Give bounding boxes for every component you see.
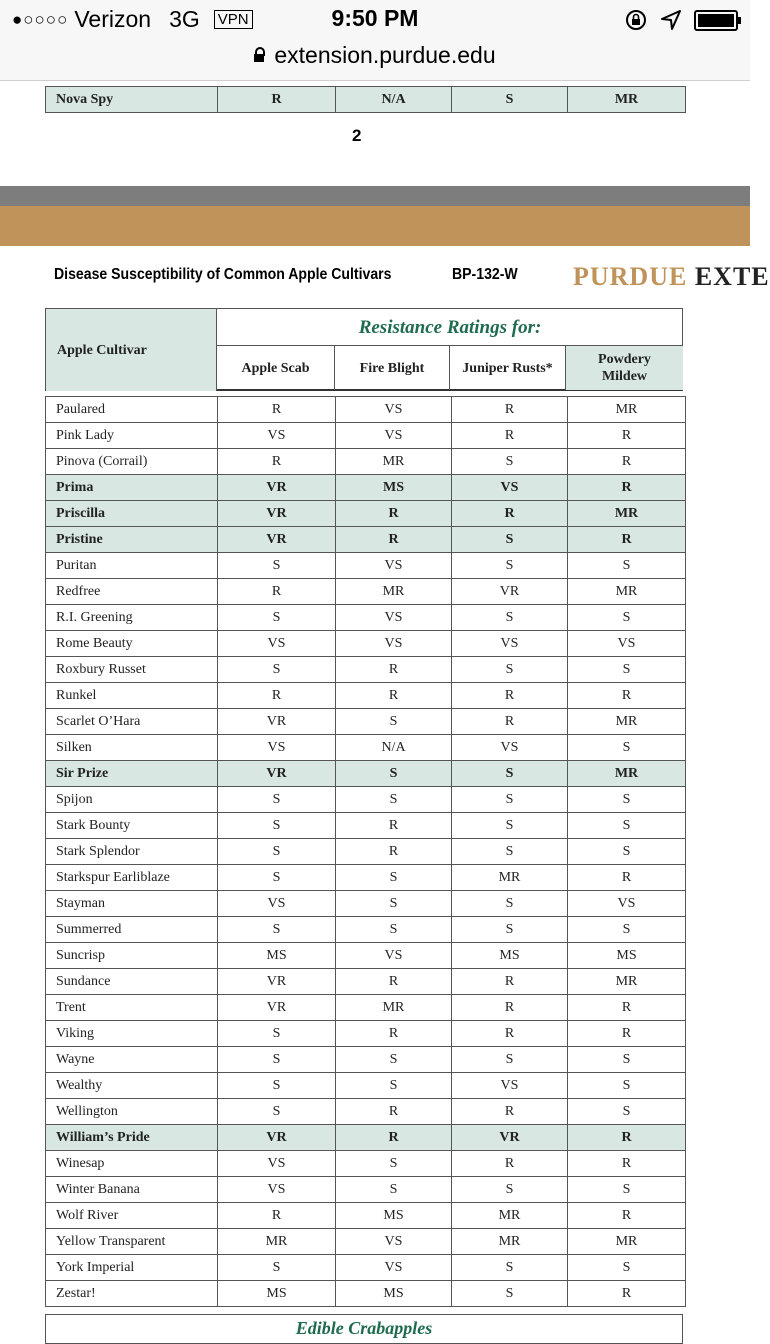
rating-cell: VS: [568, 631, 686, 657]
cultivar-cell: Stayman: [46, 891, 218, 917]
table-row: [46, 423, 686, 449]
rating-cell: S: [336, 709, 452, 735]
table-row: [46, 1151, 686, 1177]
rating-cell: S: [568, 1099, 686, 1125]
rating-cell: S: [452, 605, 568, 631]
rating-cell: R: [336, 683, 452, 709]
rating-cell: R: [452, 995, 568, 1021]
rating-cell: S: [568, 917, 686, 943]
page-number: 2: [352, 126, 362, 145]
header-apple-scab: Apple Scab: [217, 346, 335, 390]
rating-cell: S: [568, 1255, 686, 1281]
rating-cell: R: [568, 449, 686, 475]
header-powdery-mildew: Powdery Mildew: [566, 346, 683, 390]
rating-cell: S: [452, 1281, 568, 1307]
clock: 9:50 PM: [331, 5, 419, 31]
rating-cell: S: [568, 605, 686, 631]
rating-cell: R: [568, 475, 686, 501]
rating-cell: S: [218, 1099, 336, 1125]
rating-cell: R: [568, 1281, 686, 1307]
cultivar-cell: Spijon: [46, 787, 218, 813]
rating-cell: R: [568, 423, 686, 449]
rating-cell: R: [336, 1099, 452, 1125]
rating-cell: VS: [218, 891, 336, 917]
rating-cell: N/A: [336, 735, 452, 761]
cultivar-cell: Pristine: [46, 527, 218, 553]
document-title: Disease Susceptibility of Common Apple Cultivars: [54, 266, 392, 283]
rating-cell: S: [568, 553, 686, 579]
rating-cell: MR: [336, 995, 452, 1021]
table-row: [46, 605, 686, 631]
table-header: [45, 308, 683, 391]
rating-cell: VR: [452, 579, 568, 605]
rating-cell: R: [452, 501, 568, 527]
table-row: [46, 397, 686, 423]
location-arrow-icon: [660, 9, 682, 31]
table-row: [46, 579, 686, 605]
cultivar-cell: Wellington: [46, 1099, 218, 1125]
cultivar-cell: Starkspur Earliblaze: [46, 865, 218, 891]
table-row: [46, 527, 686, 553]
table-row: [46, 1177, 686, 1203]
carrier-name: Verizon: [74, 6, 152, 32]
rating-cell: MS: [218, 1281, 336, 1307]
lock-icon: [254, 54, 264, 62]
rating-cell: R: [568, 1125, 686, 1151]
rating-cell: R: [452, 1151, 568, 1177]
table-row: [46, 501, 686, 527]
cultivar-cell: Puritan: [46, 553, 218, 579]
rating-cell: R: [336, 657, 452, 683]
rating-cell: VS: [336, 423, 452, 449]
rating-cell: R: [218, 87, 336, 113]
rating-cell: VR: [218, 709, 336, 735]
cultivar-cell: Winesap: [46, 1151, 218, 1177]
rating-cell: R: [568, 527, 686, 553]
header-band: [0, 206, 750, 246]
rating-cell: S: [336, 1151, 452, 1177]
table-row: [46, 1281, 686, 1307]
cultivar-cell: Viking: [46, 1021, 218, 1047]
cultivar-cell: Wolf River: [46, 1203, 218, 1229]
rating-cell: VR: [218, 475, 336, 501]
rating-cell: S: [568, 813, 686, 839]
rating-cell: MR: [568, 709, 686, 735]
table-row: [46, 735, 686, 761]
rating-cell: R: [336, 1125, 452, 1151]
rating-cell: S: [452, 839, 568, 865]
rating-cell: VS: [336, 397, 452, 423]
rating-cell: VS: [218, 631, 336, 657]
cultivar-cell: Yellow Transparent: [46, 1229, 218, 1255]
cultivar-cell: Stark Bounty: [46, 813, 218, 839]
header-apple-cultivar: Apple Cultivar: [46, 309, 217, 391]
rating-cell: S: [568, 1047, 686, 1073]
rating-cell: R: [336, 527, 452, 553]
rating-cell: VS: [336, 605, 452, 631]
table-row: [46, 813, 686, 839]
rating-cell: S: [452, 87, 568, 113]
rating-cell: R: [218, 683, 336, 709]
cultivar-cell: Summerred: [46, 917, 218, 943]
rating-cell: S: [452, 527, 568, 553]
rating-cell: R: [218, 397, 336, 423]
rating-cell: S: [568, 1073, 686, 1099]
rating-cell: S: [568, 657, 686, 683]
rating-cell: S: [218, 1073, 336, 1099]
rating-cell: VS: [452, 735, 568, 761]
cultivar-cell: Winter Banana: [46, 1177, 218, 1203]
rating-cell: R: [336, 839, 452, 865]
cultivar-table: [45, 396, 686, 1307]
rating-cell: S: [452, 891, 568, 917]
cultivar-cell: Wayne: [46, 1047, 218, 1073]
rating-cell: VS: [336, 943, 452, 969]
cultivar-cell: Wealthy: [46, 1073, 218, 1099]
rating-cell: S: [568, 787, 686, 813]
battery-icon: [694, 10, 738, 31]
rating-cell: S: [568, 1177, 686, 1203]
rating-cell: S: [452, 1177, 568, 1203]
rating-cell: S: [336, 1047, 452, 1073]
rating-cell: S: [452, 449, 568, 475]
rating-cell: R: [336, 501, 452, 527]
cultivar-cell: Rome Beauty: [46, 631, 218, 657]
rating-cell: S: [336, 891, 452, 917]
cultivar-cell: Paulared: [46, 397, 218, 423]
rating-cell: VR: [218, 527, 336, 553]
table-row: [46, 1203, 686, 1229]
cultivar-cell: Scarlet O’Hara: [46, 709, 218, 735]
url-text: extension.purdue.edu: [274, 42, 496, 68]
rating-cell: MR: [568, 397, 686, 423]
table-row: [46, 631, 686, 657]
rating-cell: MS: [336, 1281, 452, 1307]
table-row: [46, 761, 686, 787]
cultivar-cell: Redfree: [46, 579, 218, 605]
rating-cell: VR: [218, 761, 336, 787]
table-row: [46, 449, 686, 475]
rating-cell: S: [336, 1073, 452, 1099]
rating-cell: S: [218, 787, 336, 813]
rating-cell: VS: [218, 1151, 336, 1177]
cultivar-cell: Pinova (Corrail): [46, 449, 218, 475]
rating-cell: MR: [336, 449, 452, 475]
cultivar-cell: Sir Prize: [46, 761, 218, 787]
rating-cell: S: [336, 787, 452, 813]
table-row: [46, 709, 686, 735]
rating-cell: MR: [568, 579, 686, 605]
rating-cell: MS: [336, 475, 452, 501]
cultivar-cell: Zestar!: [46, 1281, 218, 1307]
cultivar-cell: William’s Pride: [46, 1125, 218, 1151]
table-row: [46, 943, 686, 969]
rating-cell: S: [452, 553, 568, 579]
rating-cell: VS: [452, 631, 568, 657]
address-bar[interactable]: [0, 40, 750, 81]
rating-cell: MR: [568, 1229, 686, 1255]
rating-cell: MS: [218, 943, 336, 969]
rating-cell: S: [452, 657, 568, 683]
rating-cell: MR: [452, 1229, 568, 1255]
rating-cell: S: [452, 813, 568, 839]
rating-cell: VR: [218, 501, 336, 527]
table-row: [46, 891, 686, 917]
rating-cell: VS: [336, 1229, 452, 1255]
rating-cell: R: [218, 1203, 336, 1229]
table-row: [46, 553, 686, 579]
rating-cell: S: [218, 839, 336, 865]
cultivar-cell: Stark Splendor: [46, 839, 218, 865]
table-row: [46, 1047, 686, 1073]
rating-cell: S: [452, 1255, 568, 1281]
cultivar-cell: Runkel: [46, 683, 218, 709]
rating-cell: VS: [218, 1177, 336, 1203]
rating-cell: S: [336, 1177, 452, 1203]
rating-cell: S: [336, 917, 452, 943]
status-bar: [0, 0, 750, 40]
rating-cell: R: [336, 969, 452, 995]
rating-cell: MS: [452, 943, 568, 969]
rating-cell: R: [568, 995, 686, 1021]
table-row: [46, 1099, 686, 1125]
rating-cell: R: [452, 709, 568, 735]
document-code: BP-132-W: [452, 266, 518, 283]
header-juniper-rusts: Juniper Rusts*: [450, 346, 566, 390]
purdue-extension-logo: PURDUE EXTE: [573, 262, 770, 291]
table-row: [46, 865, 686, 891]
table-row: [46, 683, 686, 709]
vpn-badge: VPN: [214, 10, 253, 29]
rating-cell: VS: [336, 631, 452, 657]
rating-cell: VS: [452, 475, 568, 501]
table-row: [46, 87, 686, 113]
rating-cell: VR: [218, 1125, 336, 1151]
table-row: [46, 917, 686, 943]
rating-cell: S: [218, 1021, 336, 1047]
page-divider: [0, 186, 750, 206]
rating-cell: R: [336, 813, 452, 839]
rating-cell: MS: [568, 943, 686, 969]
rating-cell: R: [452, 423, 568, 449]
rating-cell: S: [452, 917, 568, 943]
table-row: [46, 1073, 686, 1099]
table-row: [46, 1125, 686, 1151]
header-resistance-ratings: Resistance Ratings for:: [217, 309, 683, 346]
rating-cell: VR: [452, 1125, 568, 1151]
rating-cell: S: [452, 1047, 568, 1073]
rating-cell: MR: [452, 865, 568, 891]
rating-cell: VS: [452, 1073, 568, 1099]
rating-cell: R: [568, 683, 686, 709]
cultivar-cell: Silken: [46, 735, 218, 761]
rating-cell: S: [218, 553, 336, 579]
rating-cell: S: [218, 1255, 336, 1281]
rating-cell: MR: [452, 1203, 568, 1229]
table-row: [46, 1021, 686, 1047]
rating-cell: VS: [218, 423, 336, 449]
rating-cell: R: [336, 1021, 452, 1047]
table-row: [46, 657, 686, 683]
rating-cell: S: [568, 735, 686, 761]
table-row: [46, 475, 686, 501]
rating-cell: VR: [218, 969, 336, 995]
rating-cell: R: [452, 683, 568, 709]
rating-cell: R: [218, 579, 336, 605]
cultivar-cell: Sundance: [46, 969, 218, 995]
table-row: [46, 787, 686, 813]
cultivar-cell: Pink Lady: [46, 423, 218, 449]
rating-cell: MR: [336, 579, 452, 605]
rating-cell: MR: [568, 87, 686, 113]
cultivar-cell: Roxbury Russet: [46, 657, 218, 683]
cultivar-cell: York Imperial: [46, 1255, 218, 1281]
rating-cell: S: [568, 839, 686, 865]
table-row: [46, 1255, 686, 1281]
rating-cell: MR: [218, 1229, 336, 1255]
rating-cell: R: [568, 1203, 686, 1229]
orientation-lock-icon: [624, 8, 648, 32]
cultivar-cell: R.I. Greening: [46, 605, 218, 631]
cultivar-cell: Prima: [46, 475, 218, 501]
network-type: 3G: [169, 6, 200, 32]
rating-cell: R: [568, 1151, 686, 1177]
table-row: [46, 839, 686, 865]
rating-cell: MR: [568, 761, 686, 787]
rating-cell: VS: [336, 553, 452, 579]
rating-cell: S: [218, 813, 336, 839]
rating-cell: MR: [568, 501, 686, 527]
rating-cell: VS: [568, 891, 686, 917]
cultivar-cell: Suncrisp: [46, 943, 218, 969]
rating-cell: R: [452, 1021, 568, 1047]
rating-cell: S: [218, 917, 336, 943]
rating-cell: R: [568, 1021, 686, 1047]
top-table-fragment: [45, 86, 686, 113]
signal-strength-icon: ●○○○○: [12, 9, 69, 29]
rating-cell: R: [218, 449, 336, 475]
rating-cell: S: [452, 787, 568, 813]
rating-cell: VR: [218, 995, 336, 1021]
rating-cell: VS: [336, 1255, 452, 1281]
rating-cell: R: [568, 865, 686, 891]
rating-cell: N/A: [336, 87, 452, 113]
rating-cell: S: [336, 865, 452, 891]
cultivar-cell: Nova Spy: [46, 87, 218, 113]
header-fire-blight: Fire Blight: [335, 346, 450, 390]
table-row: [46, 969, 686, 995]
table-row: [46, 995, 686, 1021]
rating-cell: VS: [218, 735, 336, 761]
rating-cell: MS: [336, 1203, 452, 1229]
edible-crabapples-heading: Edible Crabapples: [45, 1314, 683, 1344]
rating-cell: MR: [568, 969, 686, 995]
rating-cell: S: [218, 865, 336, 891]
cultivar-cell: Trent: [46, 995, 218, 1021]
rating-cell: R: [452, 969, 568, 995]
cultivar-cell: Priscilla: [46, 501, 218, 527]
rating-cell: R: [452, 397, 568, 423]
rating-cell: R: [452, 1099, 568, 1125]
rating-cell: S: [452, 761, 568, 787]
rating-cell: S: [218, 1047, 336, 1073]
rating-cell: S: [218, 657, 336, 683]
rating-cell: S: [336, 761, 452, 787]
table-row: [46, 1229, 686, 1255]
rating-cell: S: [218, 605, 336, 631]
